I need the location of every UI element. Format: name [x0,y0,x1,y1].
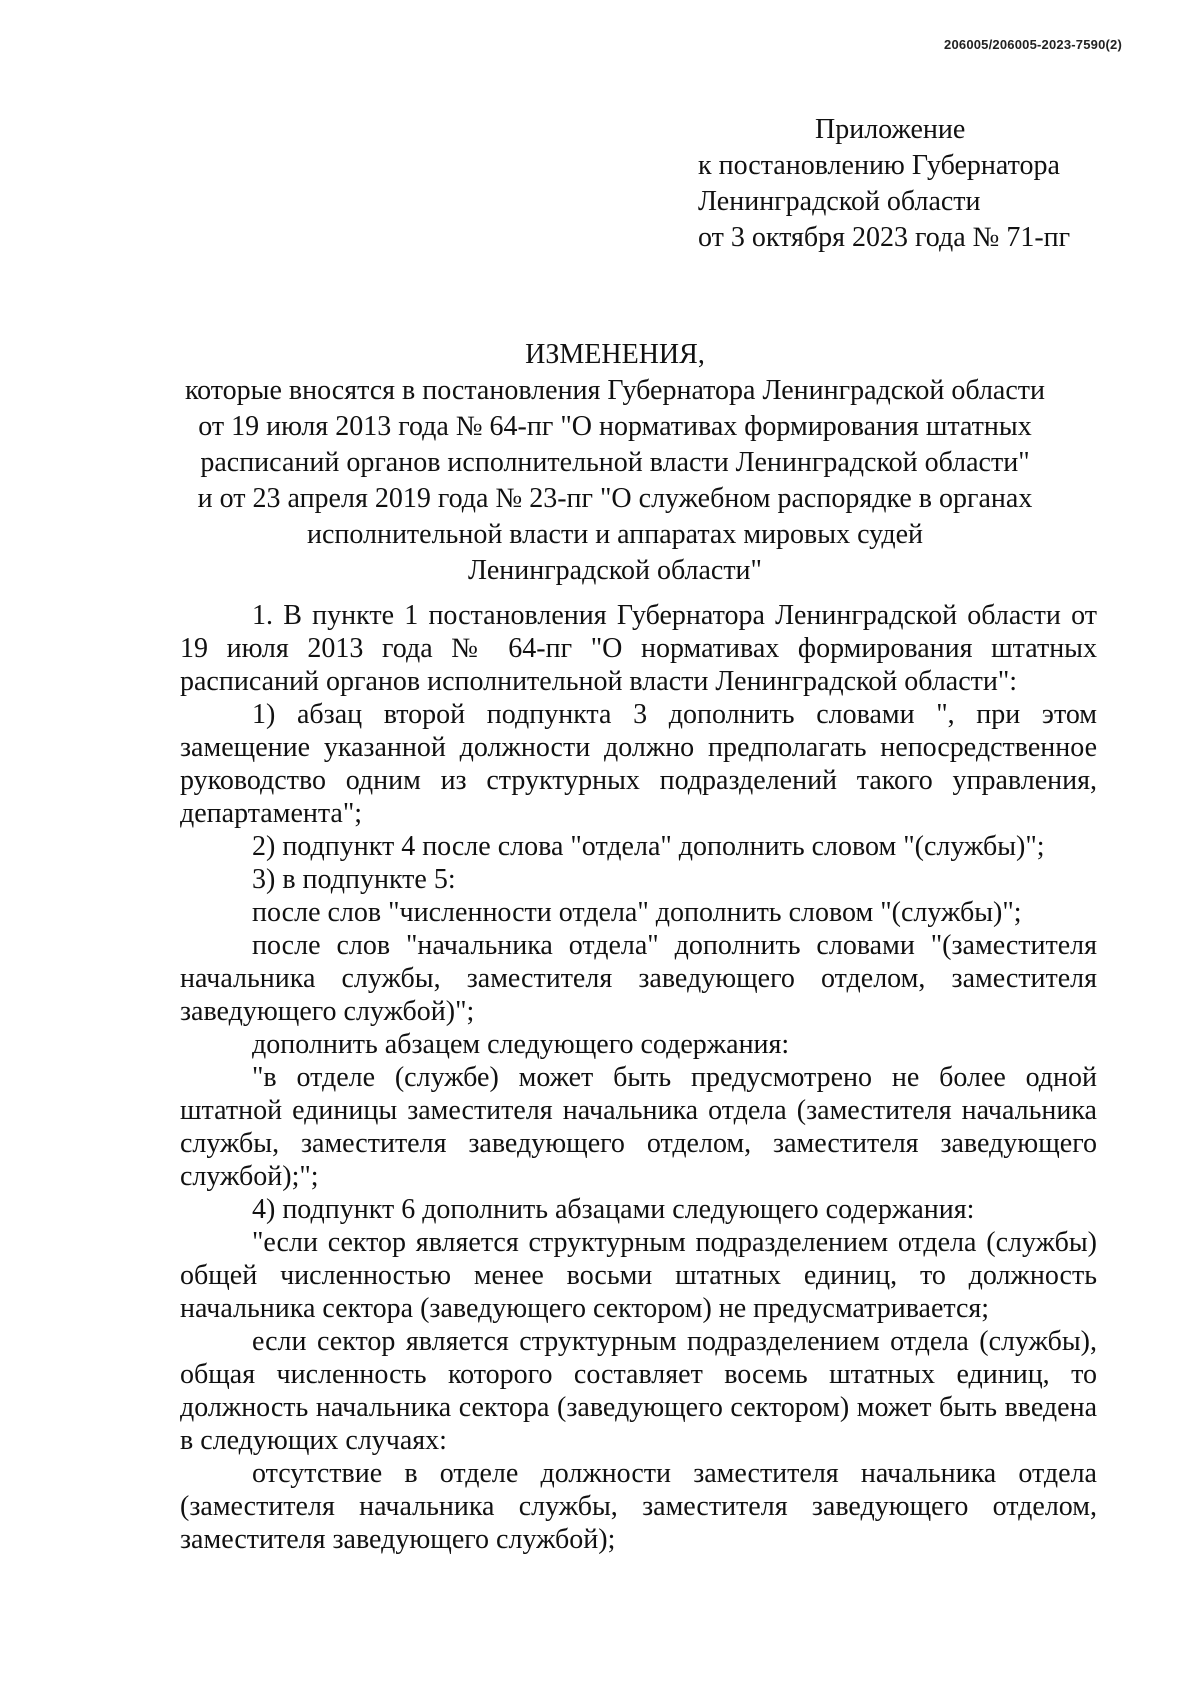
paragraph-subitem-2: 2) подпункт 4 после слова "отдела" дополнить словом "(службы)"; [252,831,1045,862]
subtitle-line: и от 23 апреля 2019 года № 23-пг "О служебном распорядке в органах [197,483,1033,514]
paragraph: отсутствие в отделе должности заместителя начальника отдела (заместителя начальника службы, заместителя заведующего отделом, заместителя заведующего службой); [180,1458,1097,1555]
subtitle-line: исполнительной власти и аппаратах мировых судей [306,519,924,550]
paragraph: после слов "начальника отдела" дополнить словами "(заместителя начальника службы, заместителя заведующего отделом, заместителя заведующего службой)"; [180,930,1097,1027]
appendix-line: Приложение [815,114,966,145]
paragraph-subitem-4: 4) подпункт 6 дополнить абзацами следующего содержания: [252,1194,975,1225]
document-subtitle [150,373,1080,589]
document-id: 206005/206005-2023-7590(2) [944,37,1122,52]
appendix-block [698,112,1070,256]
subtitle-line: которые вносятся в постановления Губернатора Ленинградской области [184,375,1045,406]
paragraph: дополнить абзацем следующего содержания: [252,1029,790,1060]
appendix-line: от 3 октября 2023 года № 71-пг [698,222,1071,253]
paragraph: если сектор является структурным подразделением отдела (службы), общая численность которого составляет восемь штатных единиц, то должность начальника сектора (заведующего сектором) может быть введена в следующих случаях: [180,1326,1097,1456]
subtitle-line: расписаний органов исполнительной власти Ленинградской области" [200,447,1030,478]
document-title: ИЗМЕНЕНИЯ, [525,339,705,370]
subtitle-line: Ленинградской области" [468,555,762,586]
document-body [180,599,1097,1556]
subtitle-line: от 19 июля 2013 года № 64-пг "О нормативах формирования штатных [198,411,1032,442]
paragraph-quote: "если сектор является структурным подразделением отдела (службы) общей численностью менее восьми штатных единиц, то должность начальника сектора (заведующего сектором) не предусматривается; [180,1227,1097,1324]
appendix-line: к постановлению Губернатора [698,150,1060,181]
appendix-line: Ленинградской области [698,186,981,217]
paragraph-subitem-3: 3) в подпункте 5: [252,864,456,895]
paragraph: после слов "численности отдела" дополнить словом "(службы)"; [252,897,1022,928]
paragraph-item-1: 1. В пункте 1 постановления Губернатора Ленинградской области от 19 июля 2013 года № 64-пг "О нормативах формирования штатных расписаний органов исполнительной власти Ленинградской области": [180,600,1097,697]
paragraph-subitem-1: 1) абзац второй подпункта 3 дополнить словами ", при этом замещение указанной должности должно предполагать непосредственное руководство одним из структурных подразделений такого управления, департамента"; [180,699,1097,829]
paragraph-quote: "в отделе (службе) может быть предусмотрено не более одной штатной единицы заместителя начальника отдела (заместителя начальника службы, заместителя заведующего отделом, заместителя заведующего службой);"; [180,1062,1097,1192]
